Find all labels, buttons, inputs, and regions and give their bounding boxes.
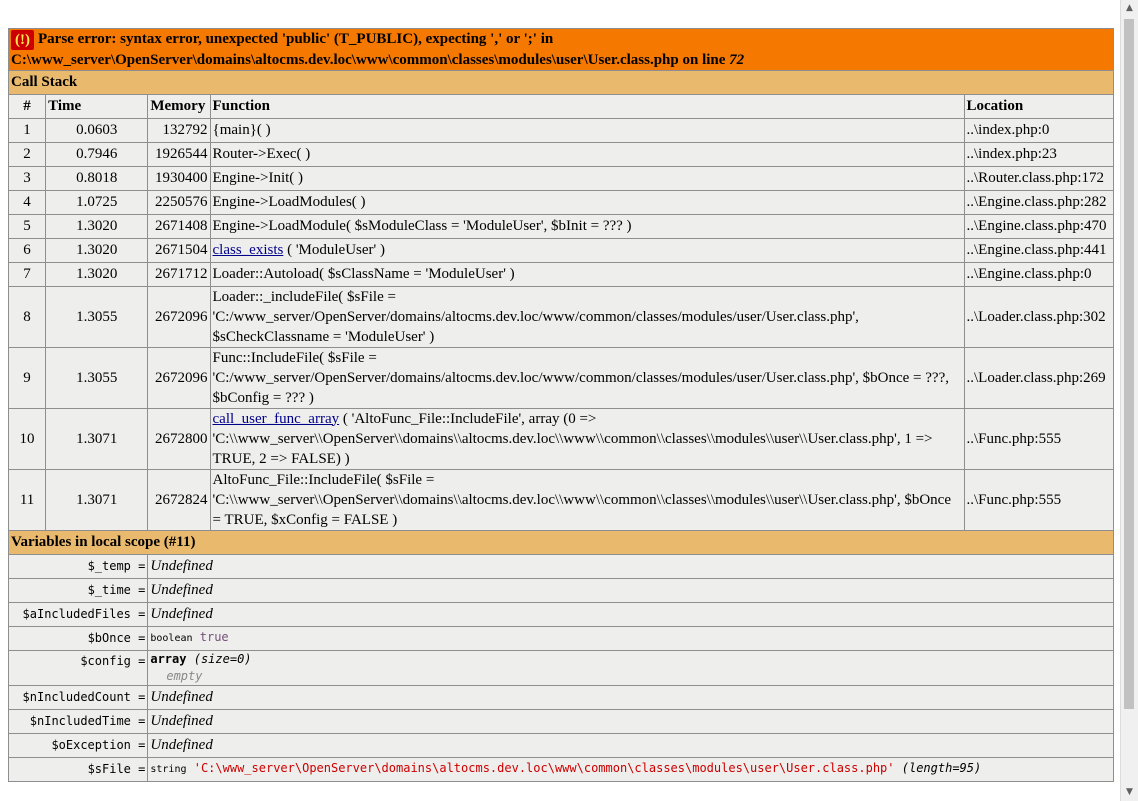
frame-memory: 2672096 — [148, 286, 210, 347]
frame-function: Loader::Autoload( $sClassName = 'ModuleUser' ) — [210, 262, 964, 286]
frame-memory: 2250576 — [148, 190, 210, 214]
xdebug-table — [8, 28, 1114, 782]
col-header-function: Function — [210, 94, 964, 118]
call-stack-row — [9, 469, 1114, 530]
call-stack-title: Call Stack — [9, 70, 1114, 94]
frame-function: Router->Exec( ) — [210, 142, 964, 166]
variable-name: $nIncludedCount = — [9, 685, 148, 709]
vertical-scrollbar[interactable] — [1120, 0, 1138, 801]
variable-value — [148, 650, 1114, 685]
call-stack-row — [9, 166, 1114, 190]
frame-time: 0.7946 — [46, 142, 148, 166]
frame-time: 1.3071 — [46, 408, 148, 469]
col-header-memory: Memory — [148, 94, 210, 118]
frame-number: 7 — [9, 262, 46, 286]
undefined-value: Undefined — [150, 558, 213, 575]
variable-value — [148, 709, 1114, 733]
frame-memory: 2672096 — [148, 347, 210, 408]
col-header-time: Time — [46, 94, 148, 118]
frame-location: ..\Func.php:555 — [964, 469, 1113, 530]
undefined-value: Undefined — [150, 606, 213, 623]
frame-number: 10 — [9, 408, 46, 469]
frame-number: 6 — [9, 238, 46, 262]
frame-memory: 2671408 — [148, 214, 210, 238]
frame-memory: 132792 — [148, 118, 210, 142]
variable-name: $sFile = — [9, 757, 148, 781]
frame-function: Engine->LoadModule( $sModuleClass = 'ModuleUser', $bInit = ??? ) — [210, 214, 964, 238]
frame-location: ..\index.php:23 — [964, 142, 1113, 166]
frame-function: AltoFunc_File::IncludeFile( $sFile = 'C:\\www_server\\OpenServer\\domains\\altocms.dev.loc\\www\\common\\classes\\modules\\user\\User.class.php', $bOnce = TRUE, $xConfig = FALSE ) — [210, 469, 964, 530]
frame-time: 1.3020 — [46, 214, 148, 238]
frame-number: 2 — [9, 142, 46, 166]
function-doc-link[interactable]: call_user_func_array — [212, 410, 340, 427]
call-stack-title-row — [9, 70, 1114, 94]
frame-number: 1 — [9, 118, 46, 142]
variable-name: $_time = — [9, 578, 148, 602]
variable-row — [9, 685, 1114, 709]
frame-function — [210, 238, 964, 262]
frame-time: 1.3055 — [46, 347, 148, 408]
frame-function: Func::IncludeFile( $sFile = 'C:/www_server/OpenServer/domains/altocms.dev.loc/www/common/classes/modules/user/User.class.php', $bOnce = ???, $bConfig = ??? ) — [210, 347, 964, 408]
undefined-value: Undefined — [150, 713, 213, 730]
string-length: (length=95) — [901, 761, 982, 776]
variable-name: $nIncludedTime = — [9, 709, 148, 733]
variable-row — [9, 626, 1114, 650]
variable-row — [9, 602, 1114, 626]
frame-location: ..\Engine.class.php:282 — [964, 190, 1113, 214]
frame-number: 5 — [9, 214, 46, 238]
function-args: ( 'AltoFunc_File::IncludeFile', array (0 => 'C:\\www_server\\OpenServer\\domains\\altocms.dev.loc\\www\\common\\classes\\modules\\user\\User.class.php', 1 => TRUE, 2 => FALSE) ) — [212, 410, 933, 467]
frame-memory: 2671712 — [148, 262, 210, 286]
string-value: 'C:\www_server\OpenServer\domains\altocms.dev.loc\www\common\classes\modules\user\User.class.php' — [193, 761, 895, 776]
call-stack-row — [9, 142, 1114, 166]
call-stack-row — [9, 408, 1114, 469]
function-args: ( 'ModuleUser' ) — [283, 242, 385, 259]
variable-row — [9, 578, 1114, 602]
variable-row — [9, 554, 1114, 578]
variable-name: $oException = — [9, 733, 148, 757]
frame-location: ..\Router.class.php:172 — [964, 166, 1113, 190]
variable-value — [148, 733, 1114, 757]
variables-title-row — [9, 530, 1114, 554]
call-stack-header-row — [9, 94, 1114, 118]
frame-time: 1.3020 — [46, 262, 148, 286]
undefined-value: Undefined — [150, 582, 213, 599]
variable-type: array — [150, 651, 187, 666]
frame-memory: 1930400 — [148, 166, 210, 190]
variables-title: Variables in local scope (#11) — [9, 530, 1114, 554]
frame-number: 9 — [9, 347, 46, 408]
frame-memory: 1926544 — [148, 142, 210, 166]
frame-function: {main}( ) — [210, 118, 964, 142]
frame-memory: 2671504 — [148, 238, 210, 262]
col-header-location: Location — [964, 94, 1113, 118]
error-header-row — [9, 29, 1114, 71]
frame-function: Engine->LoadModules( ) — [210, 190, 964, 214]
frame-time: 1.3020 — [46, 238, 148, 262]
frame-location: ..\Engine.class.php:441 — [964, 238, 1113, 262]
frame-location: ..\Engine.class.php:470 — [964, 214, 1113, 238]
array-size: (size=0) — [193, 651, 252, 666]
variable-name: $config = — [9, 650, 148, 685]
undefined-value: Undefined — [150, 689, 213, 706]
col-header-number: # — [9, 94, 46, 118]
frame-number: 3 — [9, 166, 46, 190]
variable-value — [148, 626, 1114, 650]
frame-time: 1.3055 — [46, 286, 148, 347]
frame-memory: 2672800 — [148, 408, 210, 469]
variable-row — [9, 650, 1114, 685]
variable-type: boolean — [150, 633, 193, 645]
frame-number: 8 — [9, 286, 46, 347]
variable-value — [148, 757, 1114, 781]
variable-value — [148, 578, 1114, 602]
frame-time: 0.8018 — [46, 166, 148, 190]
frame-function: Engine->Init( ) — [210, 166, 964, 190]
variable-row — [9, 709, 1114, 733]
frame-function: Loader::_includeFile( $sFile = 'C:/www_server/OpenServer/domains/altocms.dev.loc/www/common/classes/modules/user/User.class.php', $sCheckClassname = 'ModuleUser' ) — [210, 286, 964, 347]
error-message — [9, 29, 1114, 71]
frame-location: ..\Loader.class.php:302 — [964, 286, 1113, 347]
call-stack-row — [9, 347, 1114, 408]
frame-location: ..\Engine.class.php:0 — [964, 262, 1113, 286]
variable-name: $aIncludedFiles = — [9, 602, 148, 626]
variable-name: $_temp = — [9, 554, 148, 578]
frame-time: 1.0725 — [46, 190, 148, 214]
array-empty-label: empty — [166, 668, 203, 683]
frame-time: 1.3071 — [46, 469, 148, 530]
frame-location: ..\index.php:0 — [964, 118, 1113, 142]
scroll-down-arrow-icon[interactable]: ▼ — [1126, 787, 1133, 797]
call-stack-row — [9, 286, 1114, 347]
frame-function — [210, 408, 964, 469]
call-stack-row — [9, 118, 1114, 142]
scroll-up-arrow-icon[interactable]: ▲ — [1126, 3, 1133, 13]
call-stack-row — [9, 214, 1114, 238]
variable-row — [9, 733, 1114, 757]
error-message-line1: Parse error: syntax error, unexpected 'public' (T_PUBLIC), expecting ',' or ';' in — [38, 31, 554, 47]
variable-type: string — [150, 764, 187, 776]
variable-row — [9, 757, 1114, 781]
error-icon: (!) — [11, 30, 34, 50]
xdebug-error-panel — [8, 28, 1114, 782]
scrollbar-thumb[interactable] — [1124, 19, 1134, 709]
frame-number: 4 — [9, 190, 46, 214]
frame-number: 11 — [9, 469, 46, 530]
variable-value — [148, 602, 1114, 626]
call-stack-row — [9, 190, 1114, 214]
boolean-value: true — [199, 630, 229, 645]
frame-time: 0.0603 — [46, 118, 148, 142]
undefined-value: Undefined — [150, 737, 213, 754]
variable-value — [148, 685, 1114, 709]
frame-location: ..\Func.php:555 — [964, 408, 1113, 469]
variable-name: $bOnce = — [9, 626, 148, 650]
frame-memory: 2672824 — [148, 469, 210, 530]
error-line-number: 72 — [729, 51, 745, 68]
function-doc-link[interactable]: class_exists — [212, 242, 284, 259]
call-stack-row — [9, 262, 1114, 286]
call-stack-row — [9, 238, 1114, 262]
frame-location: ..\Loader.class.php:269 — [964, 347, 1113, 408]
error-message-line2: C:\www_server\OpenServer\domains\altocms.dev.loc\www\common\classes\modules\user\User.class.php on line — [11, 51, 726, 68]
variable-value — [148, 554, 1114, 578]
